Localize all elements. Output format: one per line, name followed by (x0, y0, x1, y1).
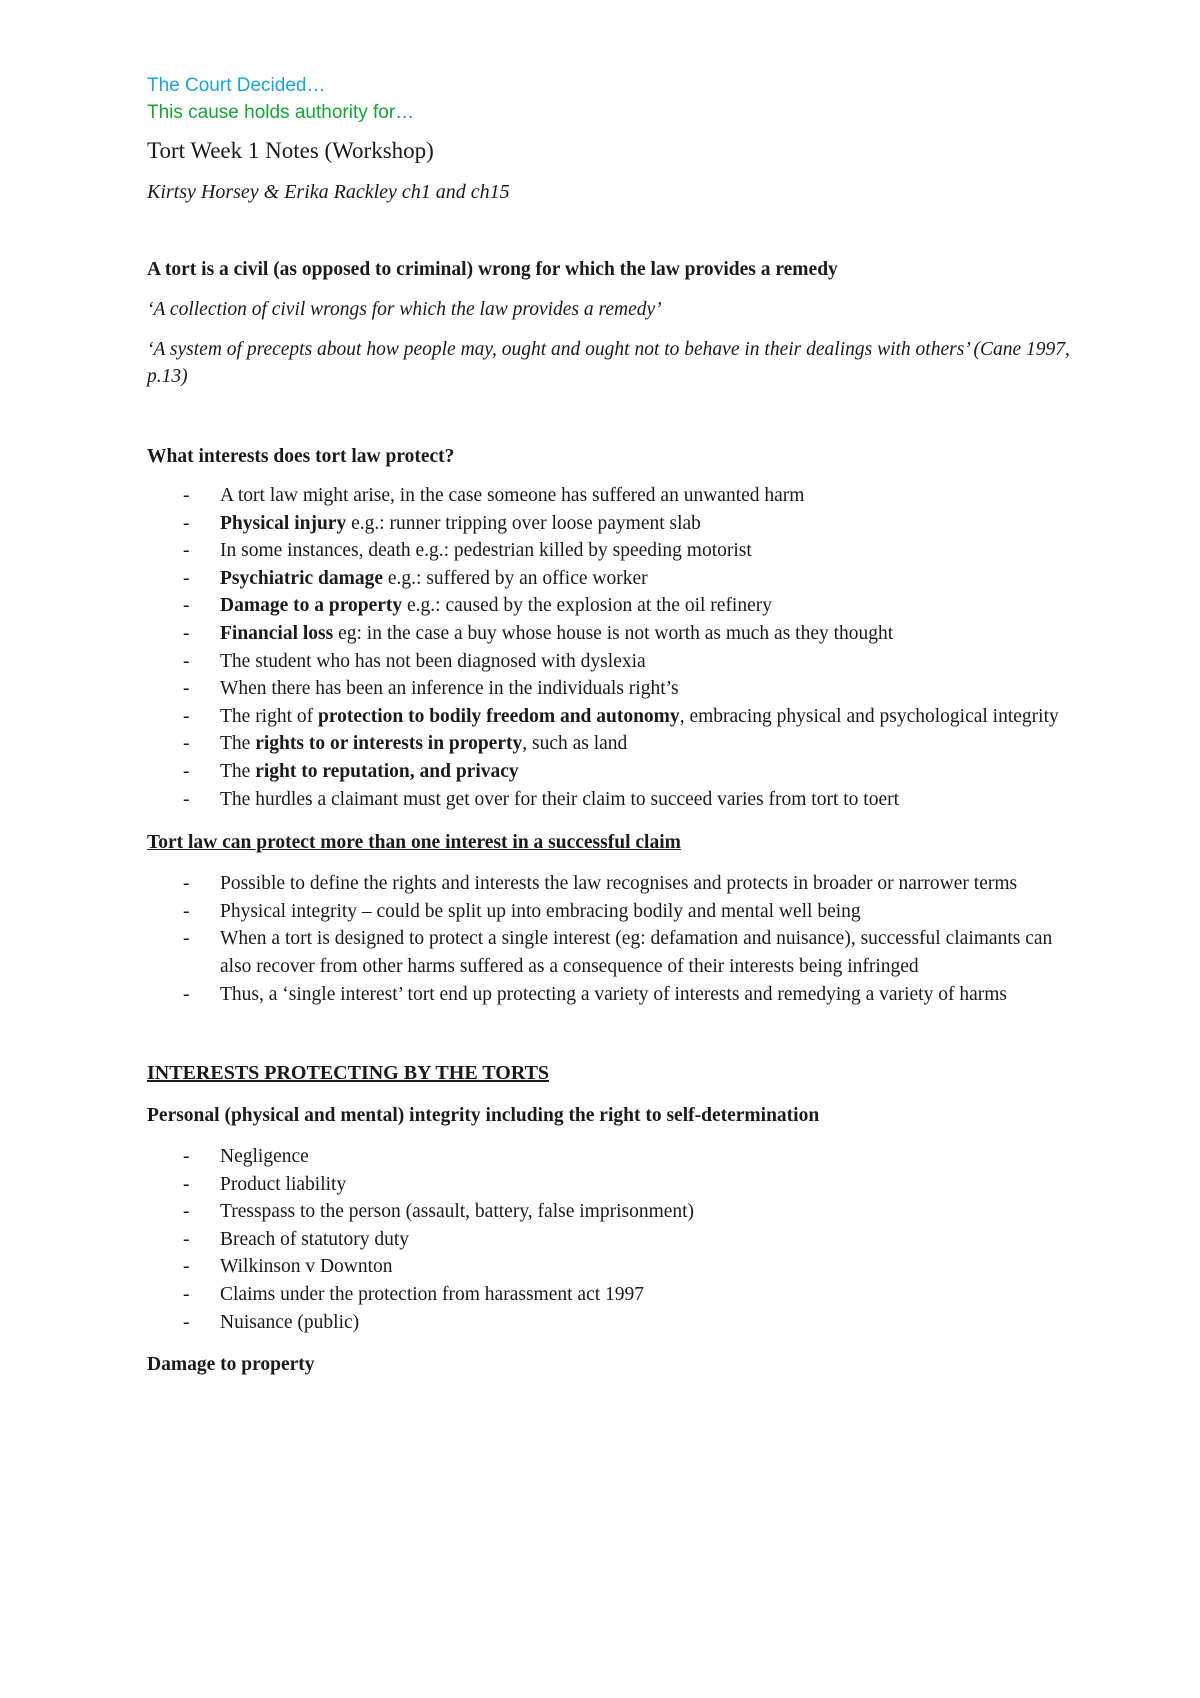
list-item: - When a tort is designed to protect a single interest (eg: defamation and nuisance), successful claimants can also recover from other harms suffered as a consequence of their interests being infringed (147, 925, 1077, 980)
list-item: - Breach of statutory duty (147, 1226, 1077, 1254)
interests-list (147, 482, 1077, 813)
torts-section-heading: INTERESTS PROTECTING BY THE TORTS (147, 1062, 550, 1085)
document-page (147, 72, 1077, 1378)
list-item: - The student who has not been diagnosed with dyslexia (147, 648, 1077, 676)
color-legend (147, 72, 1077, 126)
list-item: - Possible to define the rights and interests the law recognises and protects in broader or narrower terms (147, 870, 1077, 898)
list-item: - The rights to or interests in property, such as land (147, 730, 1077, 758)
list-item: - The right to reputation, and privacy (147, 758, 1077, 786)
page-title: Tort Week 1 Notes (Workshop) (147, 138, 434, 163)
list-item: - Nuisance (public) (147, 1309, 1077, 1337)
list-item: - In some instances, death e.g.: pedestrian killed by speeding motorist (147, 537, 1077, 565)
list-item: - Damage to a property e.g.: caused by the explosion at the oil refinery (147, 592, 1077, 620)
personal-integrity-heading: Personal (physical and mental) integrity including the right to self-determination (147, 1105, 820, 1127)
definition-quote-2: ‘A system of precepts about how people may, ought and ought not to behave in their dealings with others’ (Cane 1997, p.13) (147, 339, 1070, 387)
list-item: - The right of protection to bodily freedom and autonomy, embracing physical and psychological integrity (147, 703, 1077, 731)
list-item: - Thus, a ‘single interest’ tort end up protecting a variety of interests and remedying a variety of harms (147, 981, 1077, 1009)
interests-heading: What interests does tort law protect? (147, 446, 455, 467)
list-item: - Physical injury e.g.: runner tripping over loose payment slab (147, 510, 1077, 538)
list-item: - Financial loss eg: in the case a buy whose house is not worth as much as they thought (147, 620, 1077, 648)
list-item: - Wilkinson v Downton (147, 1253, 1077, 1281)
list-item: - Tresspass to the person (assault, battery, false imprisonment) (147, 1198, 1077, 1226)
list-item: - A tort law might arise, in the case someone has suffered an unwanted harm (147, 482, 1077, 510)
definition-quote-1: ‘A collection of civil wrongs for which the law provides a remedy’ (147, 299, 662, 320)
list-item: - Psychiatric damage e.g.: suffered by an office worker (147, 565, 1077, 593)
multiple-interests-list (147, 870, 1077, 1008)
damage-to-property-heading: Damage to property (147, 1354, 315, 1376)
list-item: - Physical integrity – could be split up into embracing bodily and mental well being (147, 898, 1077, 926)
definition-heading: A tort is a civil (as opposed to criminal) wrong for which the law provides a remedy (147, 259, 838, 280)
legend-court-decided: The Court Decided… (147, 75, 326, 96)
list-item: - Negligence (147, 1143, 1077, 1171)
legend-authority: This cause holds authority for… (147, 102, 415, 123)
multiple-interests-heading: Tort law can protect more than one interest in a successful claim (147, 832, 681, 854)
list-item: - Claims under the protection from harassment act 1997 (147, 1281, 1077, 1309)
list-item: - When there has been an inference in the individuals right’s (147, 675, 1077, 703)
page-subtitle: Kirtsy Horsey & Erika Rackley ch1 and ch15 (147, 181, 510, 203)
list-item: - The hurdles a claimant must get over for their claim to succeed varies from tort to toert (147, 786, 1077, 814)
personal-integrity-list (147, 1143, 1077, 1336)
list-item: - Product liability (147, 1171, 1077, 1199)
